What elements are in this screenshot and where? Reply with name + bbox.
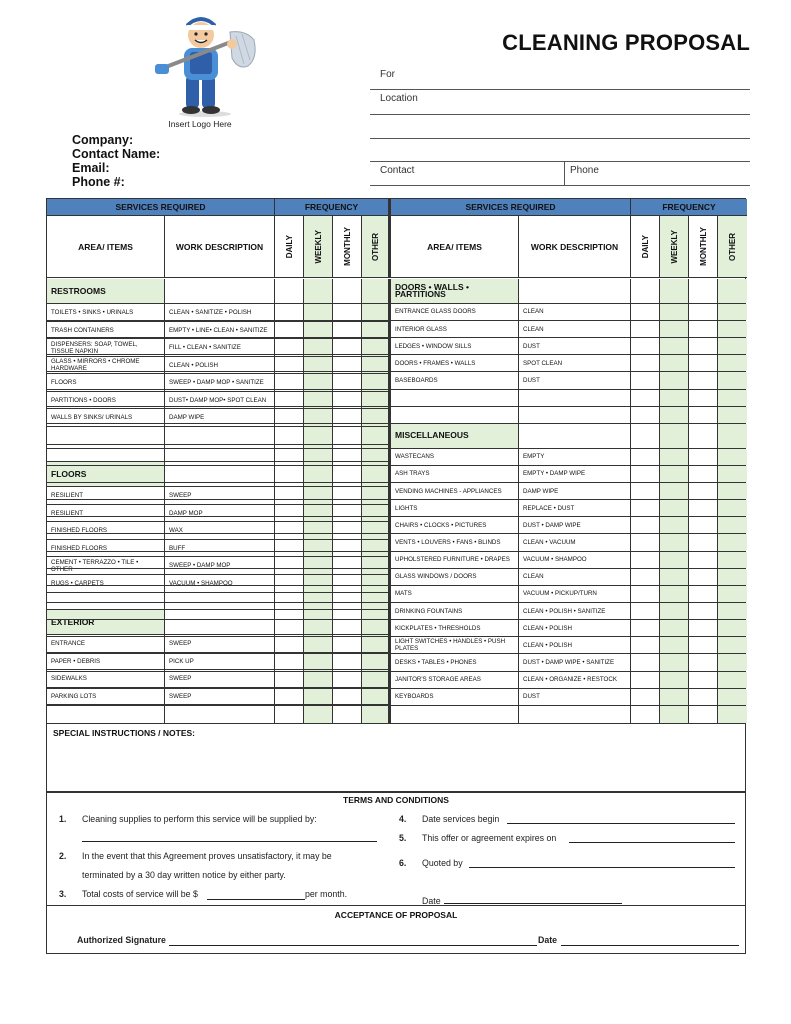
left-area-item: PARTITIONS • DOORS (47, 392, 165, 409)
right-section-heading: DOORS • WALLS • PARTITIONS (391, 279, 519, 303)
acceptance-date-label: Date (538, 935, 558, 945)
right-daily-checkbox[interactable] (631, 517, 660, 533)
right-monthly-checkbox[interactable] (689, 706, 718, 723)
right-work-description (519, 390, 631, 406)
term-5-text: This offer or agreement expires on (422, 833, 557, 843)
right-area-item: LIGHTS (391, 500, 519, 516)
right-monthly-checkbox[interactable] (689, 517, 718, 533)
left-area-item: ENTRANCE (47, 635, 165, 652)
right-daily-checkbox[interactable] (631, 466, 660, 482)
left-work-description: DAMP MOP (165, 505, 275, 522)
left-work-description: PICK UP (165, 653, 275, 670)
right-other-checkbox[interactable] (718, 603, 747, 619)
right-other-checkbox[interactable] (718, 483, 747, 499)
right-monthly-checkbox[interactable] (689, 355, 718, 371)
monthly-header-left: MONTHLY (333, 216, 362, 278)
right-work-description: CLEAN (519, 321, 631, 337)
right-work-description: CLEAN (519, 304, 631, 320)
right-other-checkbox[interactable] (718, 466, 747, 482)
left-section-heading: FLOORS (47, 462, 165, 486)
right-table-row (47, 603, 745, 620)
right-daily-checkbox[interactable] (631, 569, 660, 585)
right-other-checkbox[interactable] (718, 534, 747, 550)
right-daily-checkbox[interactable] (631, 338, 660, 354)
right-table-row (47, 407, 745, 424)
left-area-item: CEMENT • TERRAZZO • TILE • OTHER (47, 557, 165, 574)
daily-header-left: DAILY (275, 216, 304, 278)
term-2-text: In the event that this Agreement proves unsatisfactory, it may be (82, 851, 332, 861)
term-2-number: 2. (59, 851, 67, 861)
right-other-checkbox[interactable] (718, 569, 747, 585)
term-3-text: Total costs of service will be $ (82, 889, 198, 899)
right-table-row (47, 517, 745, 534)
right-monthly-checkbox[interactable] (689, 407, 718, 423)
quoted-by-line[interactable] (469, 867, 735, 868)
left-area-item: FLOORS (47, 374, 165, 391)
phone-label: Phone (570, 165, 599, 176)
right-table-row (47, 672, 745, 689)
right-monthly-checkbox[interactable] (689, 500, 718, 516)
right-area-item: KICKPLATES • THRESHOLDS (391, 620, 519, 636)
left-area-item: GLASS • MIRRORS • CHROME HARDWARE (47, 357, 165, 374)
right-table-row (47, 466, 745, 483)
term-5-number: 5. (399, 833, 407, 843)
right-daily-checkbox[interactable] (631, 603, 660, 619)
area-items-header-left: AREA/ ITEMS (47, 216, 165, 278)
location-line[interactable] (370, 114, 750, 115)
right-section-heading: MISCELLANEOUS (391, 424, 519, 448)
left-work-description: BUFF (165, 540, 275, 557)
right-weekly-checkbox[interactable] (660, 372, 689, 388)
term-1-text: Cleaning supplies to perform this service will be supplied by: (82, 814, 317, 824)
right-table-row (47, 620, 745, 637)
right-area-item: GLASS WINDOWS / DOORS (391, 569, 519, 585)
left-area-item: TRASH CONTAINERS (47, 322, 165, 339)
right-table-row (47, 279, 745, 304)
left-section-heading: RESTROOMS (47, 279, 165, 303)
company-label: Company: (72, 133, 134, 147)
right-other-checkbox[interactable] (718, 637, 747, 653)
right-other-checkbox[interactable] (718, 424, 747, 448)
right-weekly-checkbox[interactable] (660, 706, 689, 723)
right-work-description: VACUUM • PICKUP/TURN (519, 586, 631, 602)
right-table-row (47, 372, 745, 389)
acceptance-date-line[interactable] (561, 945, 739, 946)
right-table-row (47, 569, 745, 586)
right-weekly-checkbox[interactable] (660, 355, 689, 371)
right-table-row (47, 586, 745, 603)
right-monthly-checkbox[interactable] (689, 466, 718, 482)
right-weekly-checkbox[interactable] (660, 279, 689, 303)
right-daily-checkbox[interactable] (631, 654, 660, 670)
for-line[interactable] (370, 89, 750, 90)
right-weekly-checkbox[interactable] (660, 620, 689, 636)
right-table-row (47, 424, 745, 449)
right-area-item: ENTRANCE GLASS DOORS (391, 304, 519, 320)
right-weekly-checkbox[interactable] (660, 552, 689, 568)
term-3-number: 3. (59, 889, 67, 899)
right-other-checkbox[interactable] (718, 390, 747, 406)
right-area-item (391, 706, 519, 723)
right-table-row (47, 304, 745, 321)
right-weekly-checkbox[interactable] (660, 390, 689, 406)
right-other-checkbox[interactable] (718, 321, 747, 337)
right-area-item: JANITOR'S STORAGE AREAS (391, 672, 519, 688)
left-area-item: PAPER • DEBRIS (47, 653, 165, 670)
right-other-checkbox[interactable] (718, 672, 747, 688)
right-weekly-checkbox[interactable] (660, 637, 689, 653)
left-area-item: RUGS • CARPETS (47, 575, 165, 592)
right-other-checkbox[interactable] (718, 689, 747, 705)
right-daily-checkbox[interactable] (631, 424, 660, 448)
right-daily-checkbox[interactable] (631, 355, 660, 371)
right-work-description: SPOT CLEAN (519, 355, 631, 371)
right-weekly-checkbox[interactable] (660, 500, 689, 516)
right-area-item: VENTS • LOUVERS • FANS • BLINDS (391, 534, 519, 550)
right-monthly-checkbox[interactable] (689, 279, 718, 303)
left-work-description: WAX (165, 522, 275, 539)
right-area-item: BASEBOARDS (391, 372, 519, 388)
monthly-header-right: MONTHLY (689, 216, 718, 278)
right-monthly-checkbox[interactable] (689, 390, 718, 406)
contact-phone-line[interactable] (370, 185, 750, 186)
other-header-left: OTHER (362, 216, 391, 278)
term-2-text-cont: terminated by a 30 day written notice by either party. (82, 870, 286, 880)
special-instructions-box[interactable] (46, 724, 746, 792)
right-monthly-checkbox[interactable] (689, 449, 718, 465)
right-work-description: EMPTY (519, 449, 631, 465)
right-monthly-checkbox[interactable] (689, 569, 718, 585)
work-description-header-right: WORK DESCRIPTION (519, 216, 631, 278)
authorized-signature-label: Authorized Signature (77, 935, 166, 945)
right-work-description: DUST (519, 372, 631, 388)
right-daily-checkbox[interactable] (631, 407, 660, 423)
term-4-text: Date services begin (422, 814, 500, 824)
left-area-item: FINISHED FLOORS (47, 540, 165, 557)
expires-on-line[interactable] (569, 842, 735, 843)
right-area-item: DOORS • FRAMES • WALLS (391, 355, 519, 371)
frequency-header-left: FREQUENCY (275, 199, 391, 216)
email-label: Email: (72, 161, 110, 175)
right-weekly-checkbox[interactable] (660, 654, 689, 670)
right-monthly-checkbox[interactable] (689, 304, 718, 320)
left-work-description: SWEEP (165, 487, 275, 504)
right-table-row (47, 637, 745, 654)
right-monthly-checkbox[interactable] (689, 483, 718, 499)
left-area-item: WALLS BY SINKS/ URINALS (47, 409, 165, 426)
right-daily-checkbox[interactable] (631, 279, 660, 303)
area-items-header-right: AREA/ ITEMS (391, 216, 519, 278)
quote-date-label: Date (422, 896, 441, 906)
left-area-item: TOILETS • SINKS • URINALS (47, 304, 165, 321)
right-other-checkbox[interactable] (718, 338, 747, 354)
right-area-item (391, 390, 519, 406)
contact-name-label: Contact Name: (72, 147, 161, 161)
right-monthly-checkbox[interactable] (689, 672, 718, 688)
left-work-description: SWEEP (165, 670, 275, 687)
left-work-description: SWEEP • DAMP MOP • SANITIZE (165, 374, 275, 391)
right-daily-checkbox[interactable] (631, 500, 660, 516)
left-work-description: SWEEP (165, 688, 275, 705)
right-weekly-checkbox[interactable] (660, 304, 689, 320)
right-other-checkbox[interactable] (718, 620, 747, 636)
special-instructions-label: SPECIAL INSTRUCTIONS / NOTES: (53, 728, 195, 738)
left-work-description: DUST• DAMP MOP• SPOT CLEAN (165, 392, 275, 409)
term-6-number: 6. (399, 858, 407, 868)
right-other-checkbox[interactable] (718, 517, 747, 533)
right-work-description: REPLACE • DUST (519, 500, 631, 516)
right-work-description: CLEAN • POLISH (519, 637, 631, 653)
right-table-row (47, 552, 745, 569)
right-daily-checkbox[interactable] (631, 534, 660, 550)
right-weekly-checkbox[interactable] (660, 321, 689, 337)
right-weekly-checkbox[interactable] (660, 517, 689, 533)
right-work-description (519, 407, 631, 423)
right-work-description: CLEAN • VACUUM (519, 534, 631, 550)
right-table-row (47, 534, 745, 551)
left-area-item: SIDEWALKS (47, 670, 165, 687)
right-area-item: DESKS • TABLES • PHONES (391, 654, 519, 670)
right-work-description: DUST (519, 689, 631, 705)
right-work-description: DUST (519, 338, 631, 354)
right-monthly-checkbox[interactable] (689, 534, 718, 550)
right-table-row (47, 706, 745, 723)
phone-number-label: Phone #: (72, 175, 125, 189)
right-work-description (519, 706, 631, 723)
left-area-item: RESILIENT (47, 487, 165, 504)
right-daily-checkbox[interactable] (631, 552, 660, 568)
right-other-checkbox[interactable] (718, 586, 747, 602)
services-required-header-left: SERVICES REQUIRED (47, 199, 275, 216)
quote-date-line[interactable] (444, 903, 622, 904)
right-monthly-checkbox[interactable] (689, 372, 718, 388)
right-monthly-checkbox[interactable] (689, 637, 718, 653)
right-work-description: DAMP WIPE (519, 483, 631, 499)
right-area-item: LIGHT SWITCHES • HANDLES • PUSH PLATES (391, 637, 519, 653)
right-daily-checkbox[interactable] (631, 620, 660, 636)
terms-title: TERMS AND CONDITIONS (343, 795, 449, 805)
right-area-item: CHAIRS • CLOCKS • PICTURES (391, 517, 519, 533)
right-area-item: MATS (391, 586, 519, 602)
left-area-item: PARKING LOTS (47, 688, 165, 705)
work-description-header-left: WORK DESCRIPTION (165, 216, 275, 278)
right-other-checkbox[interactable] (718, 449, 747, 465)
right-table-row (47, 390, 745, 407)
contact-label: Contact (380, 165, 415, 176)
frequency-header-right: FREQUENCY (631, 199, 747, 216)
right-work-description: CLEAN • POLISH • SANITIZE (519, 603, 631, 619)
right-other-checkbox[interactable] (718, 279, 747, 303)
right-area-item (391, 407, 519, 423)
right-area-item: LEDGES • WINDOW SILLS (391, 338, 519, 354)
right-area-item: KEYBOARDS (391, 689, 519, 705)
left-work-description: CLEAN • POLISH (165, 357, 275, 374)
document-title: CLEANING PROPOSAL (502, 30, 750, 55)
right-work-description (519, 279, 631, 303)
weekly-header-right: WEEKLY (660, 216, 689, 278)
right-area-item: DRINKING FOUNTAINS (391, 603, 519, 619)
term-6-text: Quoted by (422, 858, 463, 868)
right-weekly-checkbox[interactable] (660, 586, 689, 602)
for-label: For (380, 69, 395, 80)
right-monthly-checkbox[interactable] (689, 552, 718, 568)
acceptance-title: ACCEPTANCE OF PROPOSAL (334, 910, 458, 920)
right-daily-checkbox[interactable] (631, 449, 660, 465)
right-monthly-checkbox[interactable] (689, 689, 718, 705)
left-work-description: SWEEP • DAMP MOP (165, 557, 275, 574)
left-work-description: SWEEP (165, 635, 275, 652)
right-daily-checkbox[interactable] (631, 372, 660, 388)
right-area-item: WASTECANS (391, 449, 519, 465)
right-work-description (519, 424, 631, 448)
right-area-item: INTERIOR GLASS (391, 321, 519, 337)
right-work-description: VACUUM • SHAMPOO (519, 552, 631, 568)
left-work-description: VACUUM • SHAMPOO (165, 575, 275, 592)
right-table-row (47, 689, 745, 706)
left-work-description: DAMP WIPE (165, 409, 275, 426)
location-line-2[interactable] (370, 138, 750, 139)
right-monthly-checkbox[interactable] (689, 338, 718, 354)
location-label: Location (380, 93, 418, 104)
weekly-header-left: WEEKLY (304, 216, 333, 278)
right-other-checkbox[interactable] (718, 304, 747, 320)
left-area-item: FINISHED FLOORS (47, 522, 165, 539)
right-other-checkbox[interactable] (718, 372, 747, 388)
right-work-description: DUST • DAMP WIPE (519, 517, 631, 533)
right-weekly-checkbox[interactable] (660, 689, 689, 705)
contact-divider (564, 161, 565, 186)
services-required-header-right: SERVICES REQUIRED (391, 199, 631, 216)
right-weekly-checkbox[interactable] (660, 672, 689, 688)
right-table-row (47, 449, 745, 466)
right-other-checkbox[interactable] (718, 355, 747, 371)
right-work-description: CLEAN • POLISH (519, 620, 631, 636)
term-3-text-cont: per month. (305, 889, 348, 899)
right-daily-checkbox[interactable] (631, 483, 660, 499)
right-table-row (47, 321, 745, 338)
acceptance-section (46, 906, 746, 954)
daily-header-right: DAILY (631, 216, 660, 278)
right-weekly-checkbox[interactable] (660, 534, 689, 550)
right-other-checkbox[interactable] (718, 552, 747, 568)
signature-line[interactable] (169, 945, 537, 946)
right-daily-checkbox[interactable] (631, 390, 660, 406)
right-monthly-checkbox[interactable] (689, 586, 718, 602)
right-daily-checkbox[interactable] (631, 706, 660, 723)
term-1-line[interactable] (82, 841, 377, 842)
left-area-item: DISPENSERS: SOAP, TOWEL, TISSUE NAPKIN (47, 339, 165, 356)
services-begin-line[interactable] (507, 823, 735, 824)
right-weekly-checkbox[interactable] (660, 407, 689, 423)
right-monthly-checkbox[interactable] (689, 321, 718, 337)
right-monthly-checkbox[interactable] (689, 620, 718, 636)
term-4-number: 4. (399, 814, 407, 824)
right-weekly-checkbox[interactable] (660, 424, 689, 448)
right-daily-checkbox[interactable] (631, 304, 660, 320)
right-table-row (47, 500, 745, 517)
janitor-mascot-logo (150, 10, 260, 118)
logo-caption: Insert Logo Here (168, 119, 232, 129)
right-daily-checkbox[interactable] (631, 586, 660, 602)
left-area-item: RESILIENT (47, 505, 165, 522)
left-work-description: CLEAN • SANITIZE • POLISH (165, 304, 275, 321)
right-weekly-checkbox[interactable] (660, 603, 689, 619)
right-daily-checkbox[interactable] (631, 672, 660, 688)
services-grid (46, 198, 746, 724)
right-weekly-checkbox[interactable] (660, 449, 689, 465)
right-weekly-checkbox[interactable] (660, 338, 689, 354)
right-other-checkbox[interactable] (718, 500, 747, 516)
total-cost-line[interactable] (207, 899, 305, 900)
right-table-row (47, 654, 745, 671)
right-other-checkbox[interactable] (718, 407, 747, 423)
right-monthly-checkbox[interactable] (689, 654, 718, 670)
right-area-item: VENDING MACHINES - APPLIANCES (391, 483, 519, 499)
right-table-row (47, 338, 745, 355)
right-other-checkbox[interactable] (718, 706, 747, 723)
right-daily-checkbox[interactable] (631, 637, 660, 653)
other-header-right: OTHER (718, 216, 747, 278)
left-work-description: EMPTY • LINE• CLEAN • SANITIZE (165, 322, 275, 339)
right-weekly-checkbox[interactable] (660, 569, 689, 585)
right-table-row (47, 355, 745, 372)
right-daily-checkbox[interactable] (631, 321, 660, 337)
right-other-checkbox[interactable] (718, 654, 747, 670)
right-work-description: CLEAN (519, 569, 631, 585)
right-weekly-checkbox[interactable] (660, 483, 689, 499)
right-work-description: CLEAN • ORGANIZE • RESTOCK (519, 672, 631, 688)
right-monthly-checkbox[interactable] (689, 603, 718, 619)
right-area-item: ASH TRAYS (391, 466, 519, 482)
right-table-row (47, 483, 745, 500)
terms-section (46, 792, 746, 906)
contact-top-line (370, 161, 750, 162)
term-1-number: 1. (59, 814, 67, 824)
right-work-description: EMPTY • DAMP WIPE (519, 466, 631, 482)
right-daily-checkbox[interactable] (631, 689, 660, 705)
left-section-heading: EXTERIOR (47, 610, 165, 634)
right-work-description: DUST • DAMP WIPE • SANITIZE (519, 654, 631, 670)
right-weekly-checkbox[interactable] (660, 466, 689, 482)
right-area-item: UPHOLSTERED FURNITURE • DRAPES (391, 552, 519, 568)
left-work-description: FILL • CLEAN • SANITIZE (165, 339, 275, 356)
right-monthly-checkbox[interactable] (689, 424, 718, 448)
